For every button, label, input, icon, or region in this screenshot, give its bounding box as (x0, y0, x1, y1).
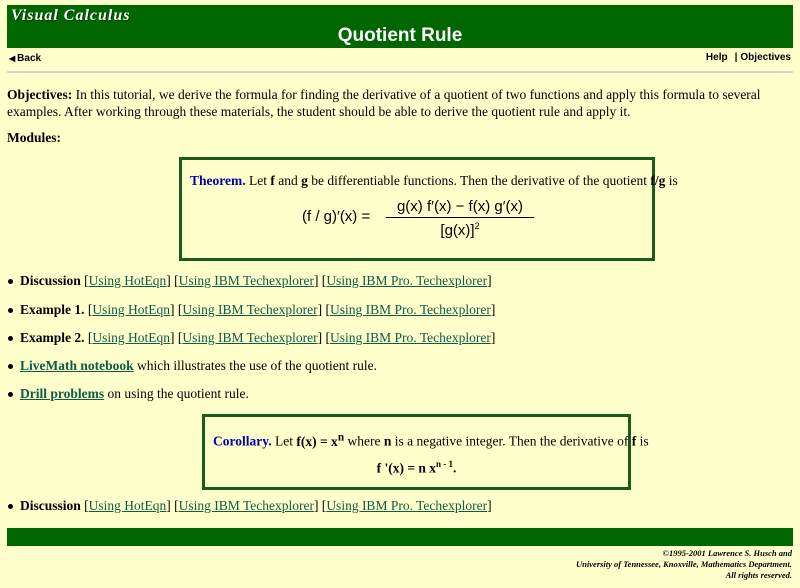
formula-fraction (386, 198, 534, 239)
triangle-left-icon: ◀ (9, 54, 16, 63)
theorem-fg: f/g (650, 173, 666, 188)
formula-lhs: (f / g)′(x) = (302, 208, 371, 225)
nav-separator: | (734, 52, 738, 63)
back-label: Back (17, 53, 42, 64)
corollary-label: Corollary. (213, 433, 272, 449)
corollary-text-3: is a negative integer. Then the derivative of (391, 433, 632, 449)
ibm-pro-techexplorer-link[interactable]: Using IBM Pro. Techexplorer (330, 330, 491, 345)
drill-problems-link[interactable]: Drill problems (20, 386, 105, 401)
objectives-label: Objectives: (7, 87, 73, 102)
corollary-text-2: where (344, 433, 384, 449)
ibm-pro-techexplorer-link[interactable]: Using IBM Pro. Techexplorer (326, 498, 488, 513)
objectives-text: In this tutorial, we derive the formula for finding the derivative of a quotient of two functions and apply this formula to several examples. After working through these materials, the student should be able to derive the quotient rule and apply it. (7, 87, 761, 119)
bracket: ] [ (313, 273, 327, 288)
ibm-techexplorer-link[interactable]: Using IBM Techexplorer (178, 498, 314, 513)
corollary-fx (296, 431, 345, 449)
hoteqn-link[interactable]: Using HotEqn (92, 330, 171, 345)
denominator-exponent: 2 (474, 221, 480, 231)
copyright-notice (576, 548, 792, 581)
theorem-box (179, 157, 678, 261)
page-title: Quotient Rule (337, 25, 463, 46)
bracket: ] (490, 302, 496, 317)
nav-right (706, 52, 791, 63)
item-label: Example 2. (20, 330, 85, 345)
objectives-link[interactable]: Objectives (740, 52, 791, 63)
bracket: [ (84, 273, 89, 288)
brand-logo: Visual Calculus (11, 7, 131, 24)
formula-base: f '(x) = n x (376, 460, 437, 476)
hoteqn-link[interactable]: Using HotEqn (92, 302, 171, 317)
corollary-text-1: Let (271, 433, 297, 449)
corollary-f: f (631, 433, 637, 449)
formula-exponent: n - 1 (436, 459, 454, 469)
fraction-bar (386, 217, 534, 218)
list-item-livemath (20, 358, 377, 374)
nav-row (7, 51, 793, 71)
item-label: Discussion (20, 273, 81, 288)
nav-divider (7, 71, 793, 74)
bracket: ] [ (166, 273, 179, 288)
list-item-example-2 (20, 330, 495, 346)
bracket: [ (84, 498, 89, 513)
theorem-text-2: and (274, 173, 302, 188)
bracket: [ (87, 330, 93, 345)
bracket: ] (487, 273, 492, 288)
theorem-statement (190, 173, 678, 189)
bracket: ] (487, 498, 492, 513)
bracket: ] [ (313, 498, 327, 513)
back-link[interactable] (9, 53, 41, 64)
ibm-pro-techexplorer-link[interactable]: Using IBM Pro. Techexplorer (326, 273, 488, 288)
ibm-techexplorer-link[interactable]: Using IBM Techexplorer (182, 302, 318, 317)
theorem-g: g (301, 173, 308, 188)
ibm-techexplorer-link[interactable]: Using IBM Techexplorer (182, 330, 318, 345)
theorem-text-1: Let (245, 173, 271, 188)
corollary-statement (213, 431, 649, 450)
hoteqn-link[interactable]: Using HotEqn (88, 498, 167, 513)
help-link[interactable]: Help (705, 52, 728, 63)
hoteqn-link[interactable]: Using HotEqn (88, 273, 167, 288)
bracket: ] [ (166, 498, 179, 513)
bracket: [ (87, 302, 93, 317)
header-bar (7, 5, 793, 48)
ibm-pro-techexplorer-link[interactable]: Using IBM Pro. Techexplorer (330, 302, 491, 317)
modules-heading: Modules: (7, 130, 61, 145)
theorem-label: Theorem. (190, 173, 246, 188)
power-rule-formula (205, 459, 628, 477)
denominator-base: [g(x)] (440, 222, 475, 239)
list-item-discussion-2 (20, 498, 492, 514)
formula-end: . (453, 460, 457, 476)
list-item-drill (20, 386, 249, 402)
copyright-line-1: ©1995-2001 Lawrence S. Husch and (662, 548, 792, 558)
theorem-f: f (270, 173, 275, 188)
fx-exponent: n (337, 431, 345, 443)
formula-denominator (386, 221, 534, 239)
item-label: Example 1. (20, 302, 85, 317)
livemath-notebook-link[interactable]: LiveMath notebook (20, 358, 134, 373)
corollary-box (202, 414, 649, 490)
theorem-text-4: is (665, 173, 678, 188)
copyright-line-3: All rights reserved. (725, 570, 792, 580)
list-item-discussion (20, 273, 492, 289)
corollary-text-4: is (636, 433, 649, 449)
theorem-text-3: be differentiable functions. Then the derivative of the quotient (307, 173, 651, 188)
livemath-text: which illustrates the use of the quotient rule. (133, 358, 377, 373)
bracket: ] [ (170, 330, 183, 345)
ibm-techexplorer-link[interactable]: Using IBM Techexplorer (178, 273, 314, 288)
objectives-paragraph (7, 86, 793, 120)
bracket: ] [ (170, 302, 183, 317)
corollary-n: n (383, 433, 392, 449)
drill-text: on using the quotient rule. (104, 386, 249, 401)
list-item-example-1 (20, 302, 495, 318)
bracket: ] [ (317, 330, 331, 345)
fx-base: f(x) = x (296, 433, 338, 449)
formula-numerator: g(x) f′(x) − f(x) g′(x) (396, 198, 524, 215)
footer-bar (7, 528, 793, 546)
bracket: ] [ (317, 302, 331, 317)
bracket: ] (490, 330, 496, 345)
copyright-line-2: University of Tennessee, Knoxville, Mathematics Department. (576, 559, 792, 569)
item-label: Discussion (20, 498, 81, 513)
